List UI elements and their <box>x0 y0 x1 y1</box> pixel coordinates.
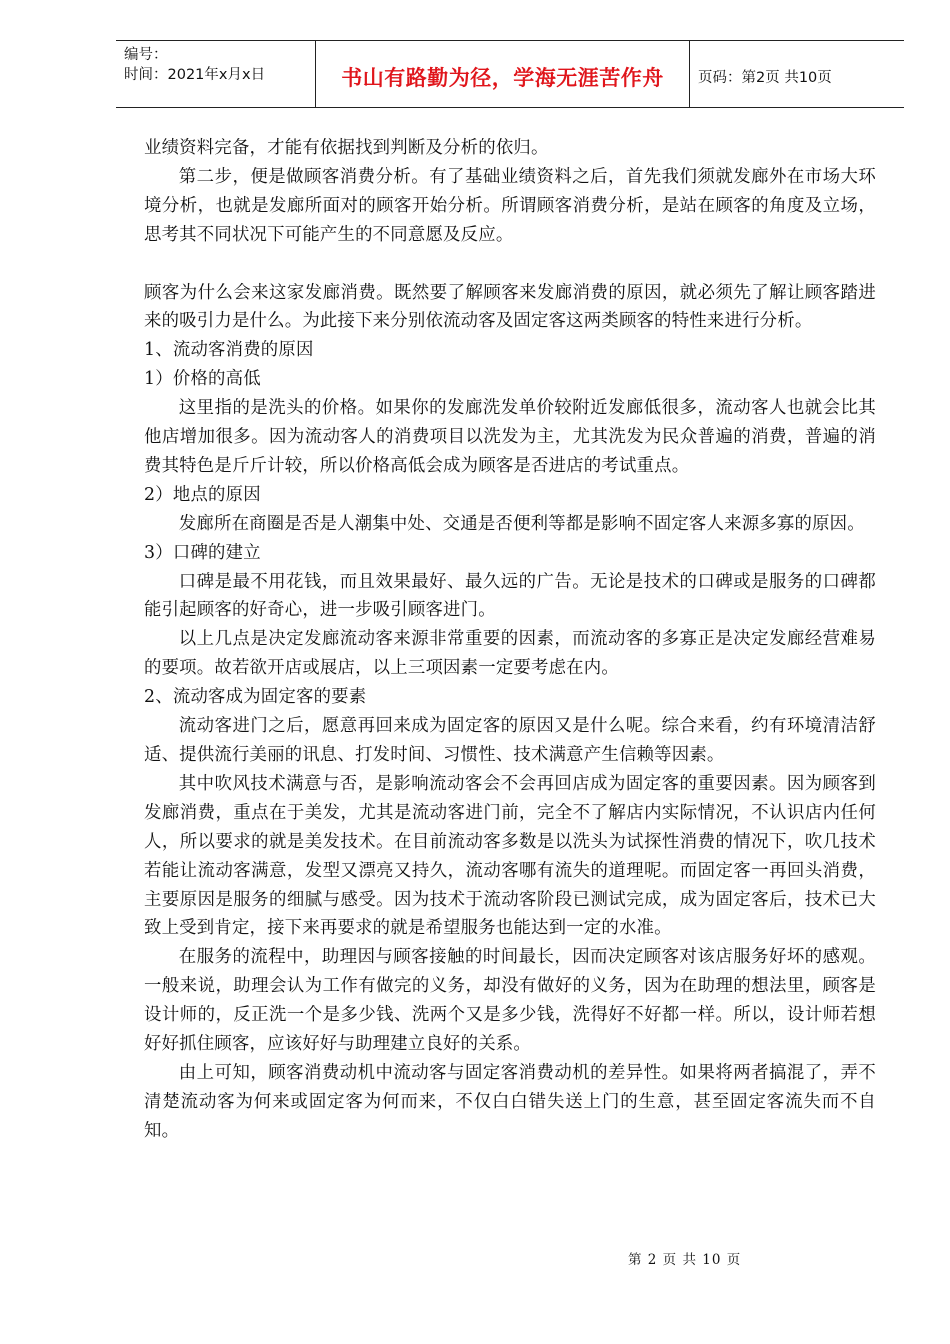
paragraph: 口碑是最不用花钱，而且效果最好、最久远的广告。无论是技术的口碑或是服务的口碑都能引起顾客的好奇心，进一步吸引顾客进门。 <box>144 571 876 621</box>
document-time: 时间：2021年x月x日 <box>124 67 266 83</box>
header-page-info: 页码：第2页 共10页 <box>698 70 832 86</box>
header-center-cell <box>316 41 690 107</box>
header-left-cell <box>116 41 316 107</box>
paragraph: 3）口碑的建立 <box>144 542 261 563</box>
document-body <box>144 134 876 1146</box>
paragraph: 这里指的是洗头的价格。如果你的发廊洗发单价较附近发廊低很多，流动客人也就会比其他店增加很多。因为流动客人的消费项目以洗发为主，尤其洗发为民众普遍的消费，普遍的消费其特色是斤斤计较，所以价格高低会成为顾客是否进店的考试重点。 <box>144 398 876 476</box>
document-number-label: 编号： <box>124 47 168 63</box>
paragraph: 发廊所在商圈是否是人潮集中处、交通是否便利等都是影响不固定客人来源多寡的原因。 <box>178 513 865 534</box>
paragraph: 业绩资料完备，才能有依据找到判断及分析的依归。 <box>144 138 549 158</box>
paragraph: 2）地点的原因 <box>144 484 261 505</box>
paragraph: 顾客为什么会来这家发廊消费。既然要了解顾客来发廊消费的原因，就必须先了解让顾客踏进来的吸引力是什么。为此接下来分别依流动客及固定客这两类顾客的特性来进行分析。 <box>144 282 876 332</box>
paragraph: 1）价格的高低 <box>144 369 261 390</box>
paragraph: 以上几点是决定发廊流动客来源非常重要的因素，而流动客的多寡正是决定发廊经营难易的要项。故若欲开店或展店，以上三项因素一定要考虑在内。 <box>144 629 876 679</box>
header-motto: 书山有路勤为径，学海无涯苦作舟 <box>341 66 664 90</box>
paragraph: 2、流动客成为固定客的要素 <box>144 687 367 708</box>
paragraph: 其中吹风技术满意与否，是影响流动客会不会再回店成为固定客的重要因素。因为顾客到发廊消费，重点在于美发，尤其是流动客进门前，完全不了解店内实际情况，不认识店内任何人，所以要求的就是美发技术。在目前流动客多数是以洗头为试探性消费的情况下，吹几技术若能让流动客满意，发型又漂亮又持久，流动客哪有流失的道理呢。而固定客一再回头消费，主要原因是服务的细腻与感受。因为技术于流动客阶段已测试完成，成为固定客后，技术已大致上受到肯定，接下来再要求的就是希望服务也能达到一定的水准。 <box>144 773 876 939</box>
header-table <box>116 40 904 108</box>
paragraph: 在服务的流程中，助理因与顾客接触的时间最长，因而决定顾客对该店服务好坏的感观。一般来说，助理会认为工作有做完的义务，却没有做好的义务，因为在助理的想法里，顾客是设计师的，反正洗一个是多少钱、洗两个又是多少钱，洗得好不好都一样。所以，设计师若想好好抓住顾客，应该好好与助理建立良好的关系。 <box>144 947 876 1055</box>
paragraph: 流动客进门之后，愿意再回来成为固定客的原因又是什么呢。综合来看，约有环境清洁舒适、提供流行美丽的讯息、打发时间、习惯性、技术满意产生信赖等因素。 <box>144 716 876 766</box>
page-footer: 第 2 页 共 10 页 <box>628 1252 742 1268</box>
paragraph: 第二步，便是做顾客消费分析。有了基础业绩资料之后，首先我们须就发廊外在市场大环境分析，也就是发廊所面对的顾客开始分析。所谓顾客消费分析，是站在顾客的角度及立场，思考其不同状况下可能产生的不同意愿及反应。 <box>144 166 876 245</box>
header-right-cell <box>690 41 904 107</box>
paragraph: 1、流动客消费的原因 <box>144 340 314 361</box>
paragraph: 由上可知，顾客消费动机中流动客与固定客消费动机的差异性。如果将两者搞混了，弄不清楚流动客为何来或固定客为何而来，不仅白白错失送上门的生意，甚至固定客流失而不自知。 <box>144 1062 876 1141</box>
